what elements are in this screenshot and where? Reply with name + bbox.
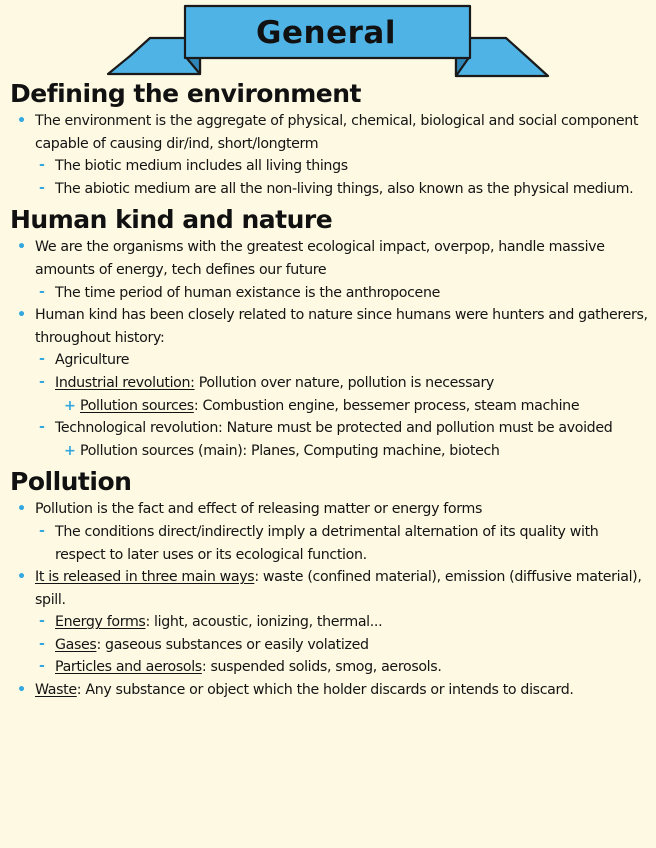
dash-marker-icon: - [39, 157, 45, 174]
list-item [10, 656, 650, 679]
list-item [10, 521, 650, 566]
list-item [10, 349, 650, 372]
item-text: : suspended solids, smog, aerosols. [201, 659, 442, 676]
item-text: The time period of human existance is the anthropocene [55, 284, 440, 301]
underlined-term: Gases [55, 636, 97, 653]
list-item [10, 395, 650, 418]
section-pollution [10, 466, 650, 701]
bullet-dot-icon: • [17, 113, 26, 129]
list-item [10, 417, 650, 440]
dash-marker-icon: - [39, 419, 45, 436]
item-text: Technological revolution: Nature must be protected and pollution must be avoided [55, 420, 613, 437]
list-item [10, 566, 650, 611]
item-text: Pollution over nature, pollution is necessary [194, 374, 494, 391]
dash-marker-icon: - [39, 613, 45, 630]
bullet-dot-icon: • [17, 501, 26, 518]
item-text: Human kind has been closely related to nature since humans were hunters and gatherers, throughout history: [35, 307, 648, 346]
dash-marker-icon: - [39, 179, 45, 196]
item-text: : Combustion engine, bessemer process, steam machine [193, 397, 580, 414]
bullet-dot-icon: • [17, 307, 26, 324]
list-item [10, 440, 650, 463]
bullet-dot-icon: • [17, 239, 26, 256]
list-item [10, 110, 650, 155]
underlined-term: Industrial revolution: [55, 374, 195, 391]
item-text: The abiotic medium are all the non-living things, also known as the physical medium. [55, 180, 634, 197]
section-heading: Human kind and nature [10, 205, 333, 235]
list-item [10, 498, 650, 521]
bullet-list [10, 236, 650, 462]
dash-marker-icon: - [39, 283, 45, 300]
section-human-kind-and-nature [10, 204, 650, 462]
underlined-term: Waste [35, 682, 77, 699]
underlined-term: Particles and aerosols [55, 659, 202, 676]
dash-marker-icon: - [39, 658, 45, 675]
list-item [10, 611, 650, 634]
plus-marker-icon: + [64, 397, 76, 414]
bullet-list [10, 110, 650, 200]
list-item [10, 372, 650, 395]
dash-marker-icon: - [39, 351, 45, 368]
item-text: The biotic medium includes all living things [55, 158, 348, 175]
bullet-dot-icon: • [17, 682, 26, 699]
section-heading: Defining the environment [10, 79, 362, 108]
plus-marker-icon: + [64, 442, 76, 459]
item-text: : Any substance or object which the holder discards or intends to discard. [76, 682, 574, 699]
underlined-term: Pollution sources [80, 397, 194, 414]
item-text: Pollution is the fact and effect of releasing matter or energy forms [35, 501, 482, 518]
item-text: The environment is the aggregate of physical, chemical, biological and social component capable of causing dir/ind, short/longterm [35, 113, 639, 152]
page-title: General [256, 15, 396, 51]
underlined-term: Energy forms [55, 614, 146, 631]
list-item [10, 679, 650, 702]
dash-marker-icon: - [39, 373, 45, 390]
section-defining-the-environment [10, 78, 650, 200]
bullet-dot-icon: • [17, 569, 26, 586]
underlined-term: It is released in three main ways [35, 569, 255, 586]
item-text: : gaseous substances or easily volatized [96, 636, 369, 653]
list-item [10, 282, 650, 305]
dash-marker-icon: - [39, 522, 45, 539]
item-text: Agriculture [55, 352, 130, 369]
notes-content [10, 78, 650, 706]
list-item [10, 236, 650, 281]
list-item [10, 304, 650, 349]
list-item [10, 155, 650, 178]
dash-marker-icon: - [39, 635, 45, 652]
item-text: We are the organisms with the greatest ecological impact, overpop, handle massive amounts of energy, tech defines our future [35, 239, 605, 278]
section-heading: Pollution [10, 467, 132, 497]
bullet-list [10, 498, 650, 701]
list-item [10, 178, 650, 201]
item-text: : light, acoustic, ionizing, thermal... [145, 614, 383, 631]
item-text: : waste (confined material), emission (diffusive material), spill. [35, 569, 642, 608]
list-item [10, 634, 650, 657]
item-text: The conditions direct/indirectly imply a detrimental alternation of its quality with respect to later uses or its ecological function. [55, 523, 599, 563]
item-text: Pollution sources (main): Planes, Computing machine, biotech [80, 442, 500, 459]
